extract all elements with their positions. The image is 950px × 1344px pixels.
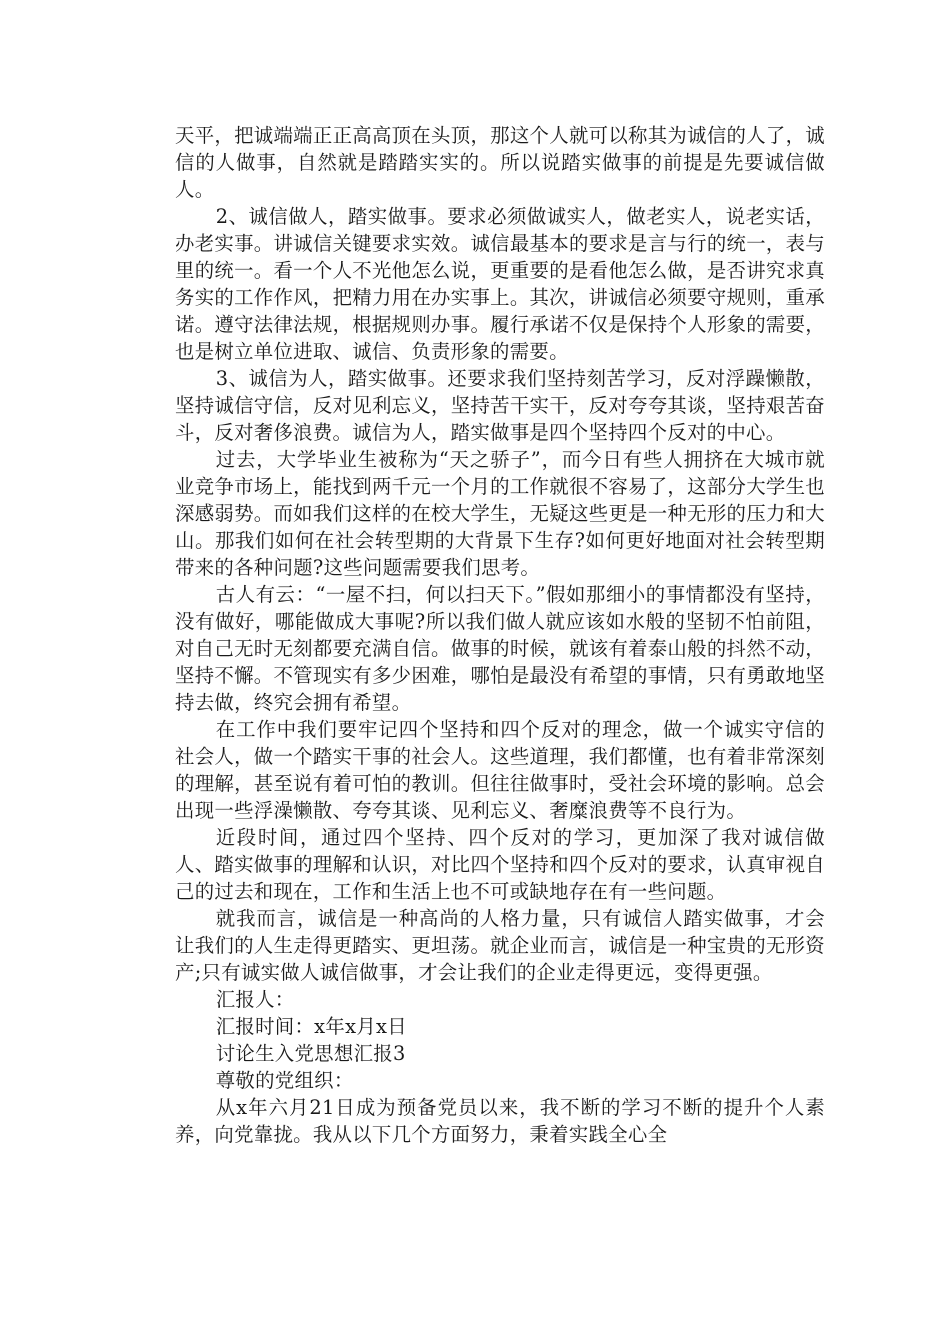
paragraph-point-3: 3、诚信为人，踏实做事。还要求我们坚持刻苦学习，反对浮躁懒散，坚持诚信守信，反对见利忘义，坚持苦干实干，反对夸夸其谈，坚持艰苦奋斗，反对奢侈浪费。诚信为人，踏实做事是四个坚持四个反对的中心。 bbox=[175, 367, 825, 444]
paragraph-opening: 从x年六月21日成为预备党员以来，我不断的学习不断的提升个人素养，向党靠拢。我从以下几个方面努力，秉着实践全心全 bbox=[175, 1096, 825, 1146]
reporter-line: 汇报人： bbox=[215, 988, 295, 1011]
report-date-line: 汇报时间：x年x月x日 bbox=[215, 1015, 407, 1038]
paragraph-graduates: 过去，大学毕业生被称为“天之骄子”，而今日有些人拥挤在大城市就业竞争市场上，能找到两千元一个月的工作就很不容易了，这部分大学生也深感弱势。而如我们这样的在校大学生，无疑这些更是一种无形的压力和大山。那我们如何在社会转型期的大背景下生存?如何更好地面对社会转型期带来的各种问题?这些问题需要我们思考。 bbox=[175, 448, 825, 579]
section-title: 讨论生入党思想汇报3 bbox=[215, 1042, 406, 1065]
paragraph-recent-study: 近段时间，通过四个坚持、四个反对的学习，更加深了我对诚信做人、踏实做事的理解和认识，对比四个坚持和四个反对的要求，认真审视自己的过去和现在，工作和生活上也不可或缺地存在有一些问题。 bbox=[175, 826, 825, 903]
paragraph-continuation: 天平，把诚端端正正高高顶在头顶，那这个人就可以称其为诚信的人了，诚信的人做事，自然就是踏踏实实的。所以说踏实做事的前提是先要诚信做人。 bbox=[175, 124, 825, 201]
document-body bbox=[175, 122, 825, 1148]
paragraph-point-2: 2、诚信做人，踏实做事。要求必须做诚实人，做老实人，说老实话，办老实事。讲诚信关键要求实效。诚信最基本的要求是言与行的统一，表与里的统一。看一个人不光他怎么说，更重要的是看他怎么做，是否讲究求真务实的工作作风，把精力用在办实事上。其次，讲诚信必须要守规则，重承诺。遵守法律法规，根据规则办事。履行承诺不仅是保持个人形象的需要，也是树立单位进取、诚信、负责形象的需要。 bbox=[175, 205, 825, 363]
salutation: 尊敬的党组织： bbox=[215, 1069, 354, 1092]
paragraph-ancient-saying: 古人有云：“一屋不扫，何以扫天下。”假如那细小的事情都没有坚持，没有做好，哪能做成大事呢?所以我们做人就应该如水般的坚韧不怕前阻，对自己无时无刻都要充满自信。做事的时候，就该有着泰山般的抖然不动，坚持不懈。不管现实有多少困难，哪怕是最没有希望的事情，只有勇敢地坚持去做，终究会拥有希望。 bbox=[175, 583, 825, 714]
paragraph-work: 在工作中我们要牢记四个坚持和四个反对的理念，做一个诚实守信的社会人，做一个踏实干事的社会人。这些道理，我们都懂，也有着非常深刻的理解，甚至说有着可怕的教训。但往往做事时，受社会环境的影响。总会出现一些浮澡懒散、夸夸其谈、见利忘义、奢糜浪费等不良行为。 bbox=[175, 718, 825, 822]
paragraph-conclusion: 就我而言，诚信是一种高尚的人格力量，只有诚信人踏实做事，才会让我们的人生走得更踏实、更坦荡。就企业而言，诚信是一种宝贵的无形资产;只有诚实做人诚信做事，才会让我们的企业走得更远，变得更强。 bbox=[175, 907, 825, 984]
